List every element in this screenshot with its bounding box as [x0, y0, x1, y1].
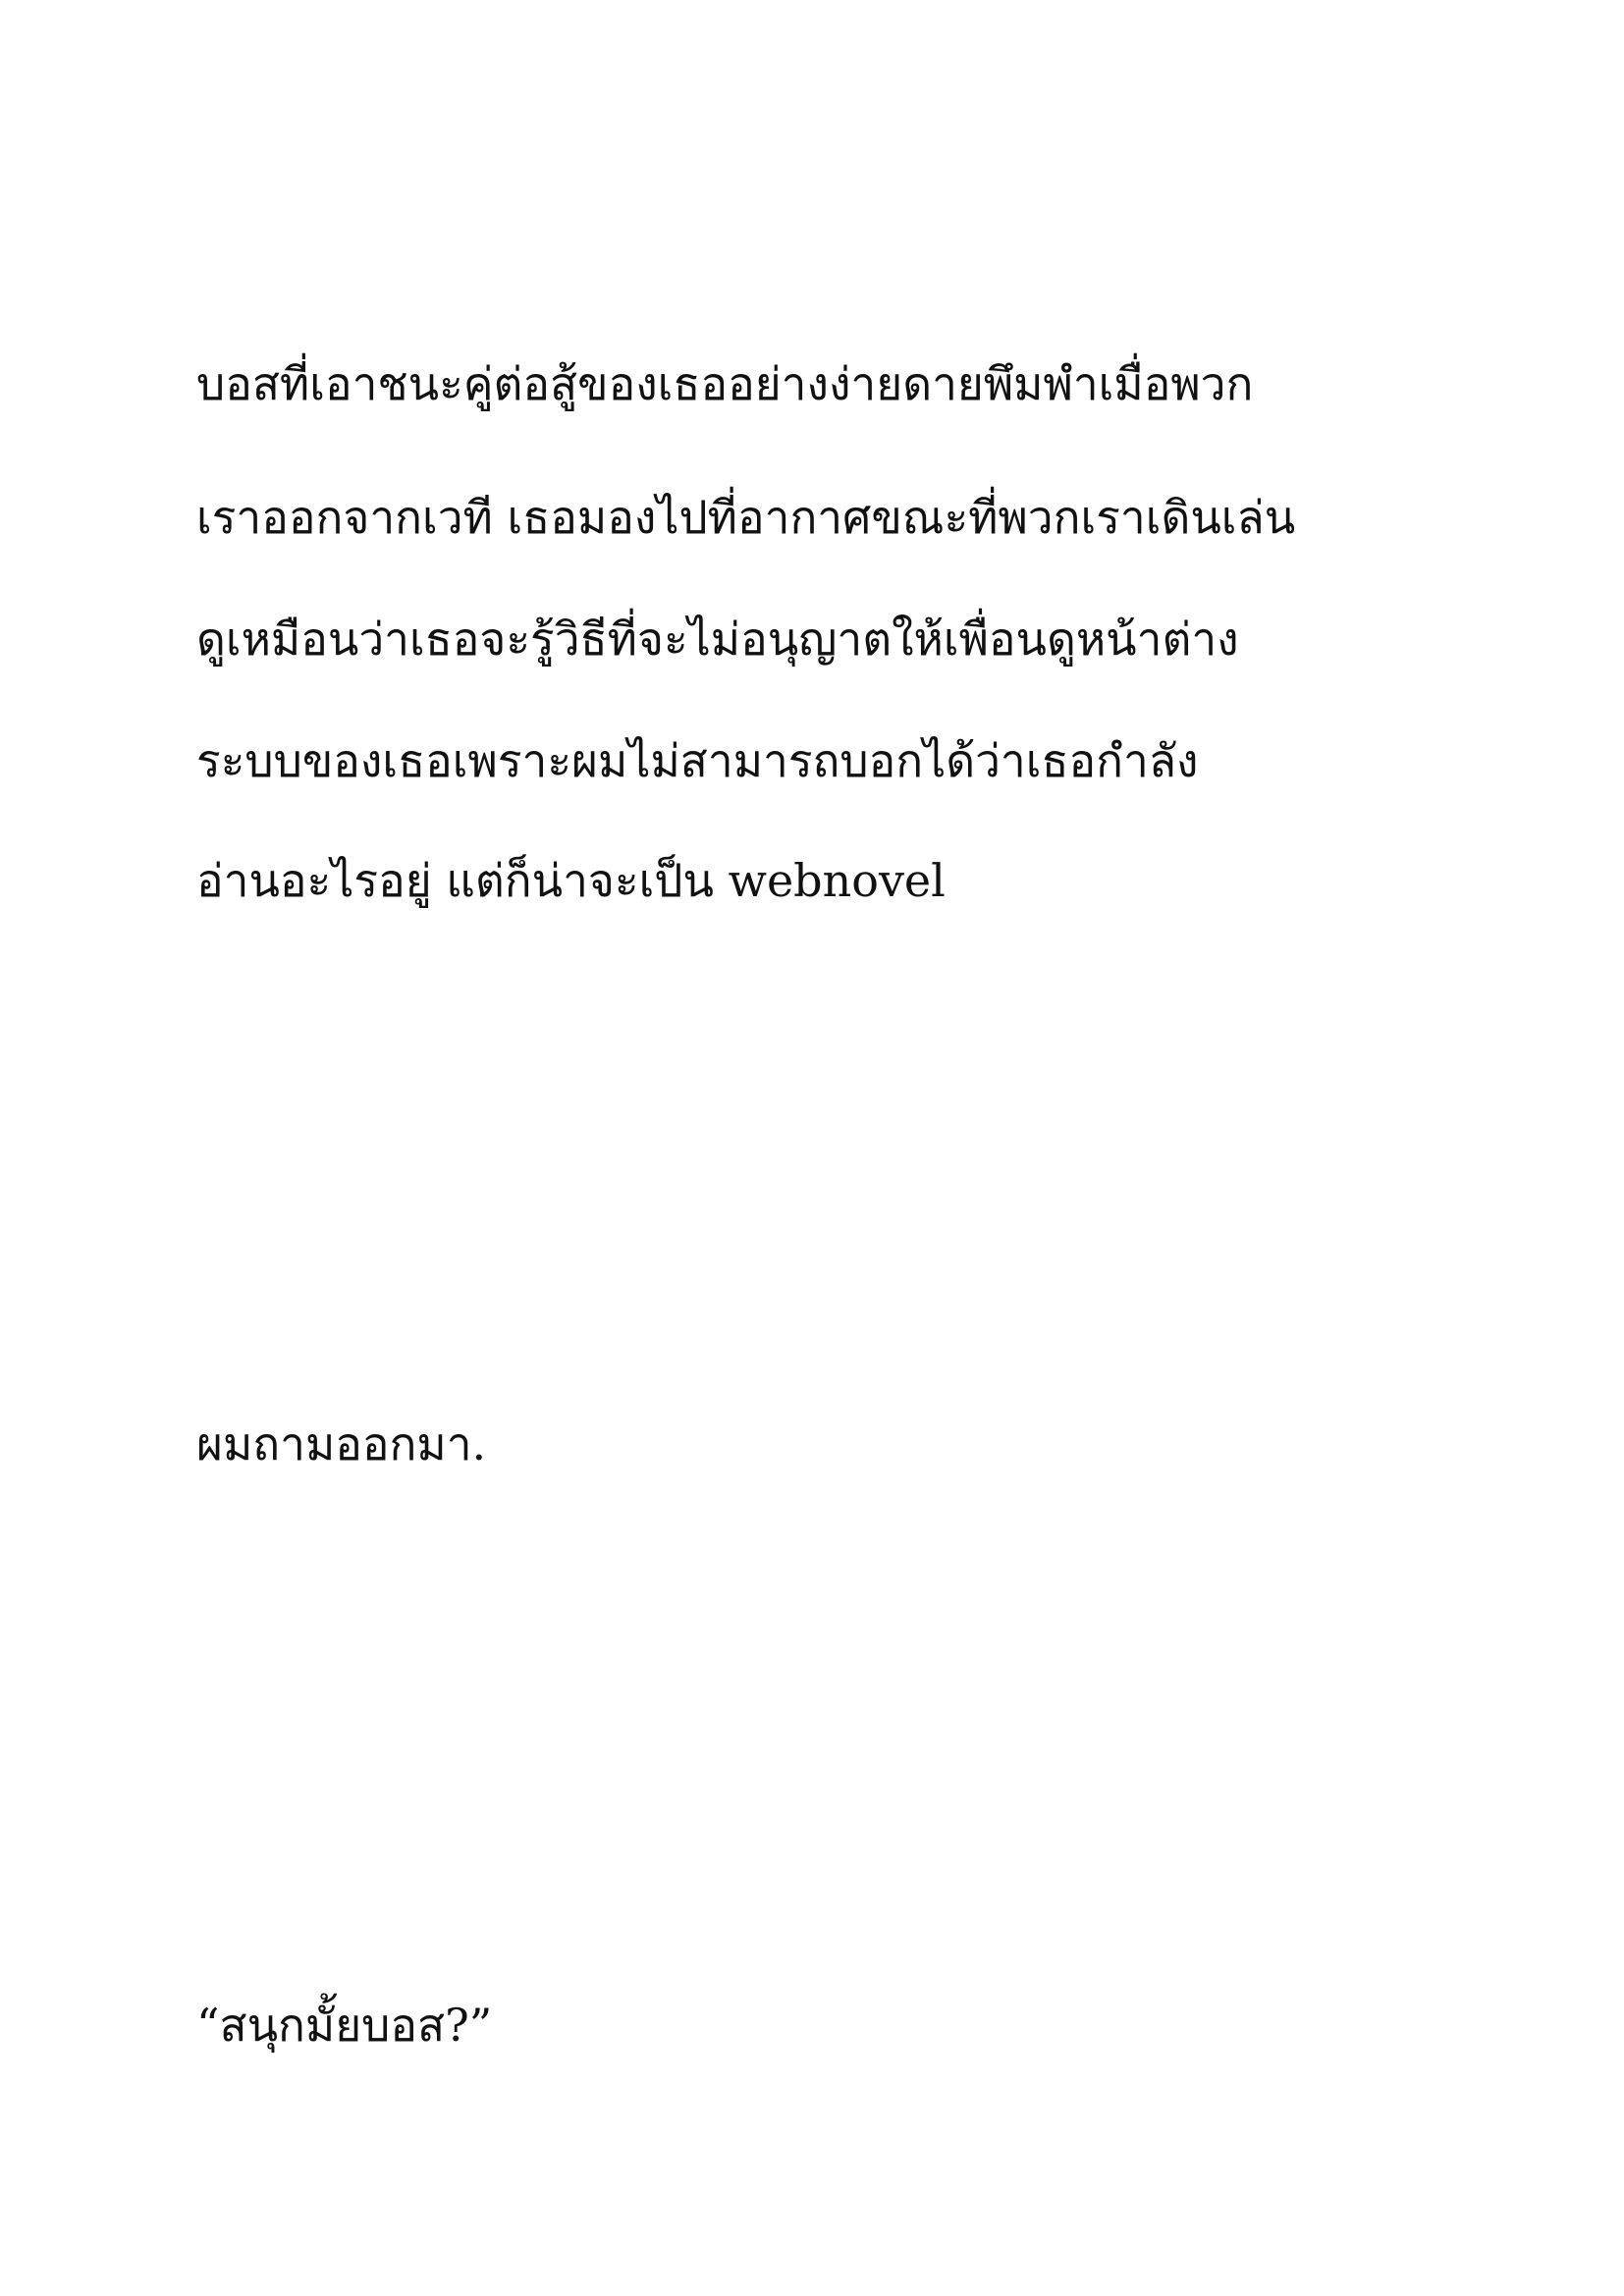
paragraph-line-5: อ่านอะไรอยู่ แต่ก็น่าจะเป็น webnovel	[196, 854, 946, 907]
dialogue-paragraph: “สนุกมั้ยบอส?”	[196, 1999, 493, 2052]
paragraph-line-1: บอสที่เอาชนะคู่ต่อสู้ของเธออย่างง่ายดายพึมพำเมื่อพวก	[196, 357, 1254, 410]
narration-paragraph: ผมถามออกมา.	[196, 1417, 487, 1470]
paragraph-line-2: เราออกจากเวที เธอมองไปที่อากาศขณะที่พวกเราเดินเล่น	[196, 491, 1296, 544]
paragraph-line-4: ระบบของเธอเพราะผมไม่สามารถบอกได้ว่าเธอกำลัง	[196, 734, 1199, 787]
paragraph-line-3: ดูเหมือนว่าเธอจะรู้วิธีที่จะไม่อนุญาตให้เพื่อนดูหน้าต่าง	[196, 613, 1239, 666]
